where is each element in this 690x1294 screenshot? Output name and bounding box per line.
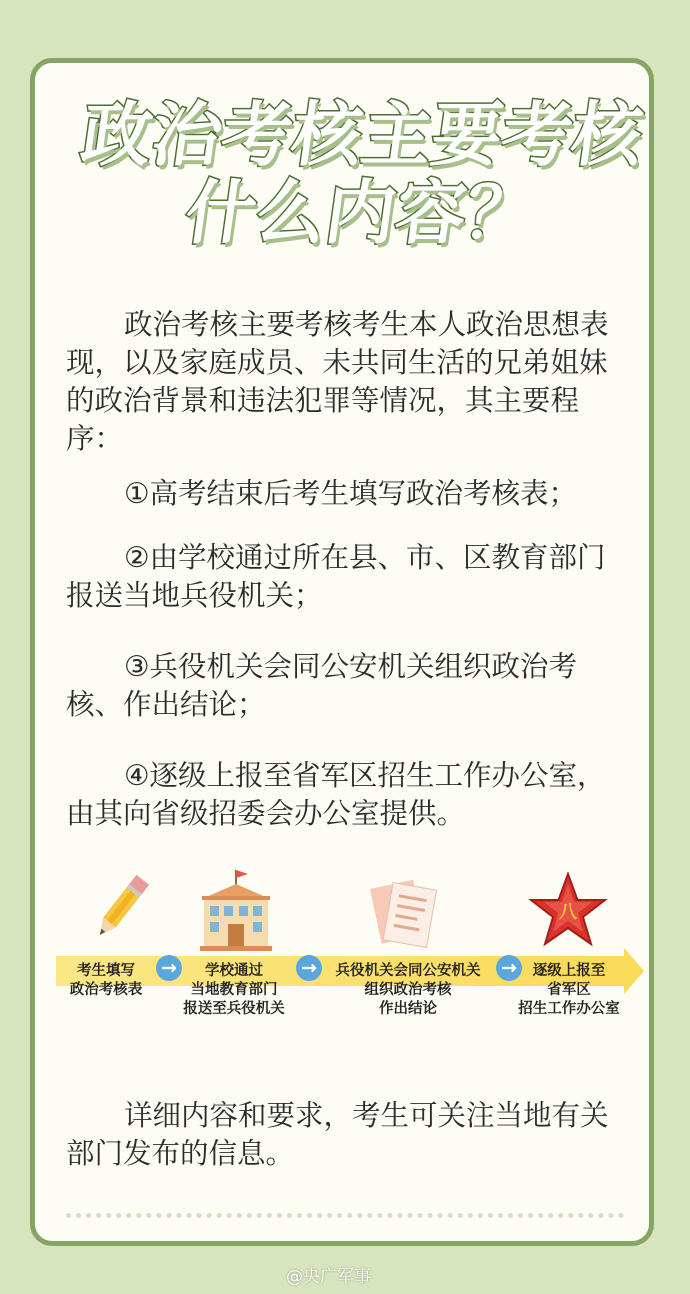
flow-arrow-icon: → bbox=[296, 955, 322, 981]
intro-paragraph bbox=[66, 306, 622, 458]
flow-step-1 bbox=[60, 962, 152, 1000]
flow-step-line: 作出结论 bbox=[379, 1001, 437, 1017]
page-title-line-2: 什么内容？ bbox=[180, 172, 542, 254]
closing-paragraph bbox=[66, 1097, 622, 1173]
flow-step-3 bbox=[322, 962, 494, 1019]
flow-step-line: 省军区 bbox=[547, 982, 591, 998]
flow-step-line: 组织政治考核 bbox=[364, 982, 452, 998]
flow-step-line: 考生填写 bbox=[77, 963, 135, 979]
pencil-icon bbox=[88, 872, 152, 946]
step-4-text: ④逐级上报至省军区招生工作办公室，由其向省级招委会办公室提供。 bbox=[66, 759, 606, 830]
documents-icon bbox=[366, 874, 446, 952]
flow-step-line: 报送至兵役机关 bbox=[183, 1001, 285, 1017]
step-3-text: ③兵役机关会同公安机关组织政治考核、作出结论； bbox=[66, 650, 578, 721]
step-4-paragraph bbox=[66, 757, 622, 833]
flow-arrow-icon: → bbox=[156, 955, 182, 981]
step-2-text: ②由学校通过所在县、市、区教育部门报送当地兵役机关； bbox=[66, 541, 606, 612]
star-emblem-icon bbox=[528, 872, 608, 948]
step-2-paragraph bbox=[66, 539, 622, 615]
flow-step-line: 当地教育部门 bbox=[190, 982, 278, 998]
step-1-text: ①高考结束后考生填写政治考核表； bbox=[124, 477, 578, 510]
step-1-paragraph bbox=[66, 475, 622, 513]
flow-step-line: 招生工作办公室 bbox=[518, 1001, 620, 1017]
closing-text: 详细内容和要求，考生可关注当地有关部门发布的信息。 bbox=[66, 1099, 609, 1170]
flow-step-line: 学校通过 bbox=[205, 963, 263, 979]
dotted-divider bbox=[66, 1213, 624, 1218]
flow-step-4 bbox=[504, 962, 634, 1019]
school-building-icon bbox=[198, 868, 274, 952]
emblem-text: 八 bbox=[559, 902, 577, 923]
intro-text: 政治考核主要考核考生本人政治思想表现，以及家庭成员、未共同生活的兄弟姐妹的政治背景和违法犯罪等情况，其主要程序： bbox=[66, 308, 609, 455]
watermark: @央广军事 bbox=[286, 1267, 371, 1287]
step-3-paragraph bbox=[66, 648, 622, 724]
page-title-line-1: 政治考核主要考核 bbox=[76, 94, 648, 176]
flow-step-line: 逐级上报至 bbox=[532, 963, 606, 979]
process-flow bbox=[56, 862, 646, 1032]
flow-arrow-icon: → bbox=[496, 955, 522, 981]
flow-step-line: 政治考核表 bbox=[69, 982, 143, 998]
flow-step-line: 兵役机关会同公安机关 bbox=[335, 963, 481, 979]
flow-step-2 bbox=[174, 962, 294, 1019]
